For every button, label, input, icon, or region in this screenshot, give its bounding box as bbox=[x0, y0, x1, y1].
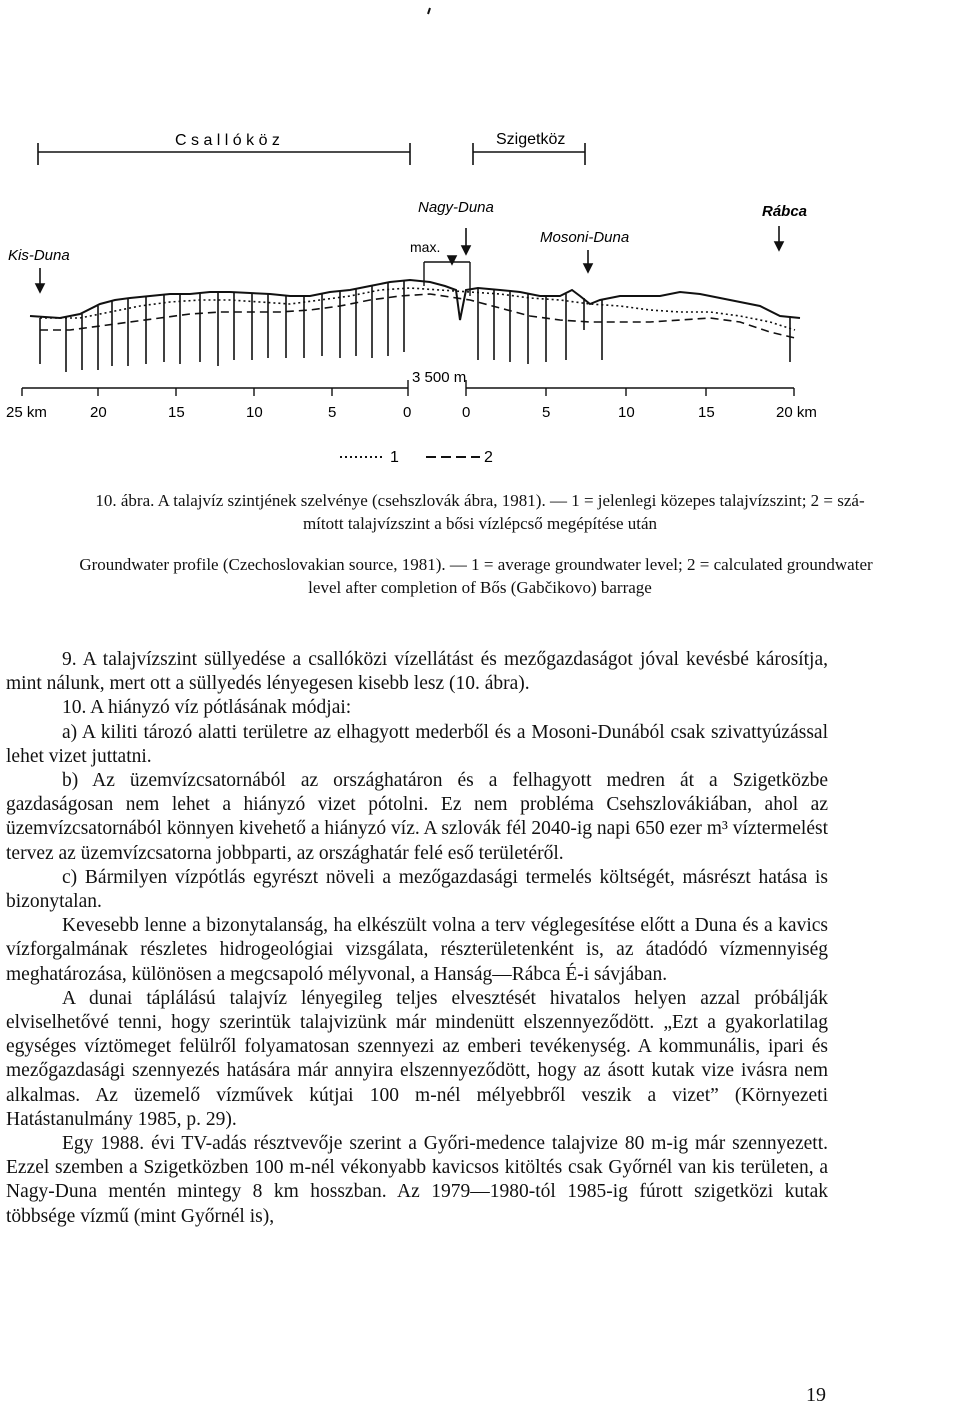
scale-tick-label: 10 bbox=[618, 404, 635, 421]
groundwater-profile-figure bbox=[0, 0, 960, 480]
legend bbox=[340, 449, 493, 466]
legend-item-2: 2 bbox=[484, 449, 493, 466]
scale-tick-label: 20 bbox=[90, 404, 107, 421]
max-label: max. bbox=[410, 239, 441, 255]
paragraph-9: 9. A talajvízszint süllyedése a csallóközi vízellátást és mezőgazdaságot jóval kevésbé károsítja, mint nálunk, mert ott a süllyedés lényegesen kisebb lesz (10. ábra). bbox=[6, 649, 828, 695]
caption-english-line-1: Groundwater profile (Czechoslovakian source, 1981). — 1 = average groundwater level; 2 = calculated groundwater bbox=[79, 555, 873, 574]
scale-tick-label: 15 bbox=[698, 404, 715, 421]
scale-tick-label: 25 km bbox=[6, 404, 47, 421]
mosoni-duna-label: Mosoni-Duna bbox=[540, 229, 630, 246]
arrow-down-icon bbox=[775, 242, 783, 250]
arrow-down-icon bbox=[584, 264, 592, 272]
paragraph-kevesebb: Kevesebb lenne a bizonytalanság, ha elkészült volna a terv véglegesítése előtt a Duna és a kavics vízforgalmának részletes hidrogeológiai vizsgálata, részterületenként is, az átadódó vízmennyiség meghatározása, különösen a megcsapoló mélyvonal, a Hanság—Rábca É-i sávjában. bbox=[6, 915, 828, 985]
caption-english-line-2: level after completion of Bős (Gabčikovo) barrage bbox=[308, 578, 652, 597]
arrow-down-icon bbox=[36, 284, 44, 292]
paragraph-dunai: A dunai táplálású talajvíz lényegileg teljes elvesztését hivatalos helyen azzal próbálják elviselhetővé tenni, hogy szerintük talajvizünk már mindenütt elszennyeződött. „Ezt a gyakorlatilag egységes víztömeget felülről folyamatosan szennyezi az emberi tevékenység. A kommunális, ipari és mezőgazdasági szennyezés hatására már annyira elszennyeződött, hogy az ásott kutak vize ivásra nem alkalmas. Az üzemelő vízművek kútjai 100 m-nél mélyebbről veszik a vizet” (Környezeti Hatástanulmány 1985, p. 29). bbox=[6, 987, 828, 1130]
arrow-down-icon bbox=[462, 246, 470, 254]
paragraph-c: c) Bármilyen vízpótlás egyrészt növeli a mezőgazdasági termelés költségét, másrészt hatása is bizonytalan. bbox=[6, 866, 828, 913]
paragraph-a: a) A kiliti tározó alatti területre az elhagyott mederből és a Mosoni-Dunából csak szivattyúzással lehet vizet juttatni. bbox=[6, 721, 828, 767]
rabca-label: Rábca bbox=[762, 203, 808, 220]
nagy-duna-label: Nagy-Duna bbox=[418, 199, 494, 216]
paragraph-egy: Egy 1988. évi TV-adás résztvevője szerint a Győri-medence talajvize 80 m-ig már szennyezett. Ezzel szemben a Szigetközben 100 m-nél vékonyabb kavicsos kitöltés csak Győrnél van kis területen, a Nagy-Duna mentén mintegy 8 km hosszban. Az 1979—1980-tól 1985-ig fúrott szigetközi kutak többsége vízmű (mint Győrnél is), bbox=[6, 1133, 828, 1227]
page-number: 19 bbox=[806, 1384, 826, 1406]
scale-tick-label: 5 bbox=[328, 404, 337, 421]
kis-duna-label: Kis-Duna bbox=[8, 247, 70, 264]
arrow-down-icon bbox=[448, 256, 456, 264]
distance-scale bbox=[22, 380, 794, 396]
scale-tick-label: 15 bbox=[168, 404, 185, 421]
scale-gap-label: 3 500 m bbox=[412, 369, 467, 386]
scale-tick-label: 20 km bbox=[776, 404, 817, 421]
caption-hungarian-line-1: 10. ábra. A talajvíz szintjének szelvénye (csehszlovák ábra, 1981). — 1 = jelenlegi közepes talajvízszint; 2 = szá- bbox=[95, 491, 865, 510]
csallokoz-label: C s a l l ó k ö z bbox=[175, 132, 280, 149]
caption-hungarian-line-2: mított talajvízszint a bősi vízlépcső megépítése után bbox=[302, 514, 658, 533]
scale-tick-label: 0 bbox=[462, 404, 471, 421]
scale-tick-label: 10 bbox=[246, 404, 263, 421]
body-text bbox=[6, 648, 828, 1229]
scale-tick-label: 5 bbox=[542, 404, 551, 421]
paragraph-b: b) Az üzemvízcsatornából az országhatáron és a felhagyott medren át a Szigetközbe gazdaságosan nem lehet a hiányzó vizet pótolni. Ez nem probléma Csehszlovákiában, ahol az üzemvízcsatornából könnyen kivehető a hiányzó víz. A szlovák fél 2040-ig napi 650 ezer m³ víztermelést tervez az üzemvízcsatorna jobbparti, az országhatár felé eső területéről. bbox=[6, 770, 828, 864]
scale-tick-label: 0 bbox=[403, 404, 412, 421]
river-arrows bbox=[36, 226, 783, 292]
legend-item-1: 1 bbox=[390, 449, 399, 466]
groundwater-level-2 bbox=[40, 294, 795, 338]
szigetkoz-label: Szigetköz bbox=[496, 131, 566, 148]
stray-mark bbox=[428, 8, 430, 14]
paragraph-10: 10. A hiányzó víz pótlásának módjai: bbox=[62, 697, 352, 719]
